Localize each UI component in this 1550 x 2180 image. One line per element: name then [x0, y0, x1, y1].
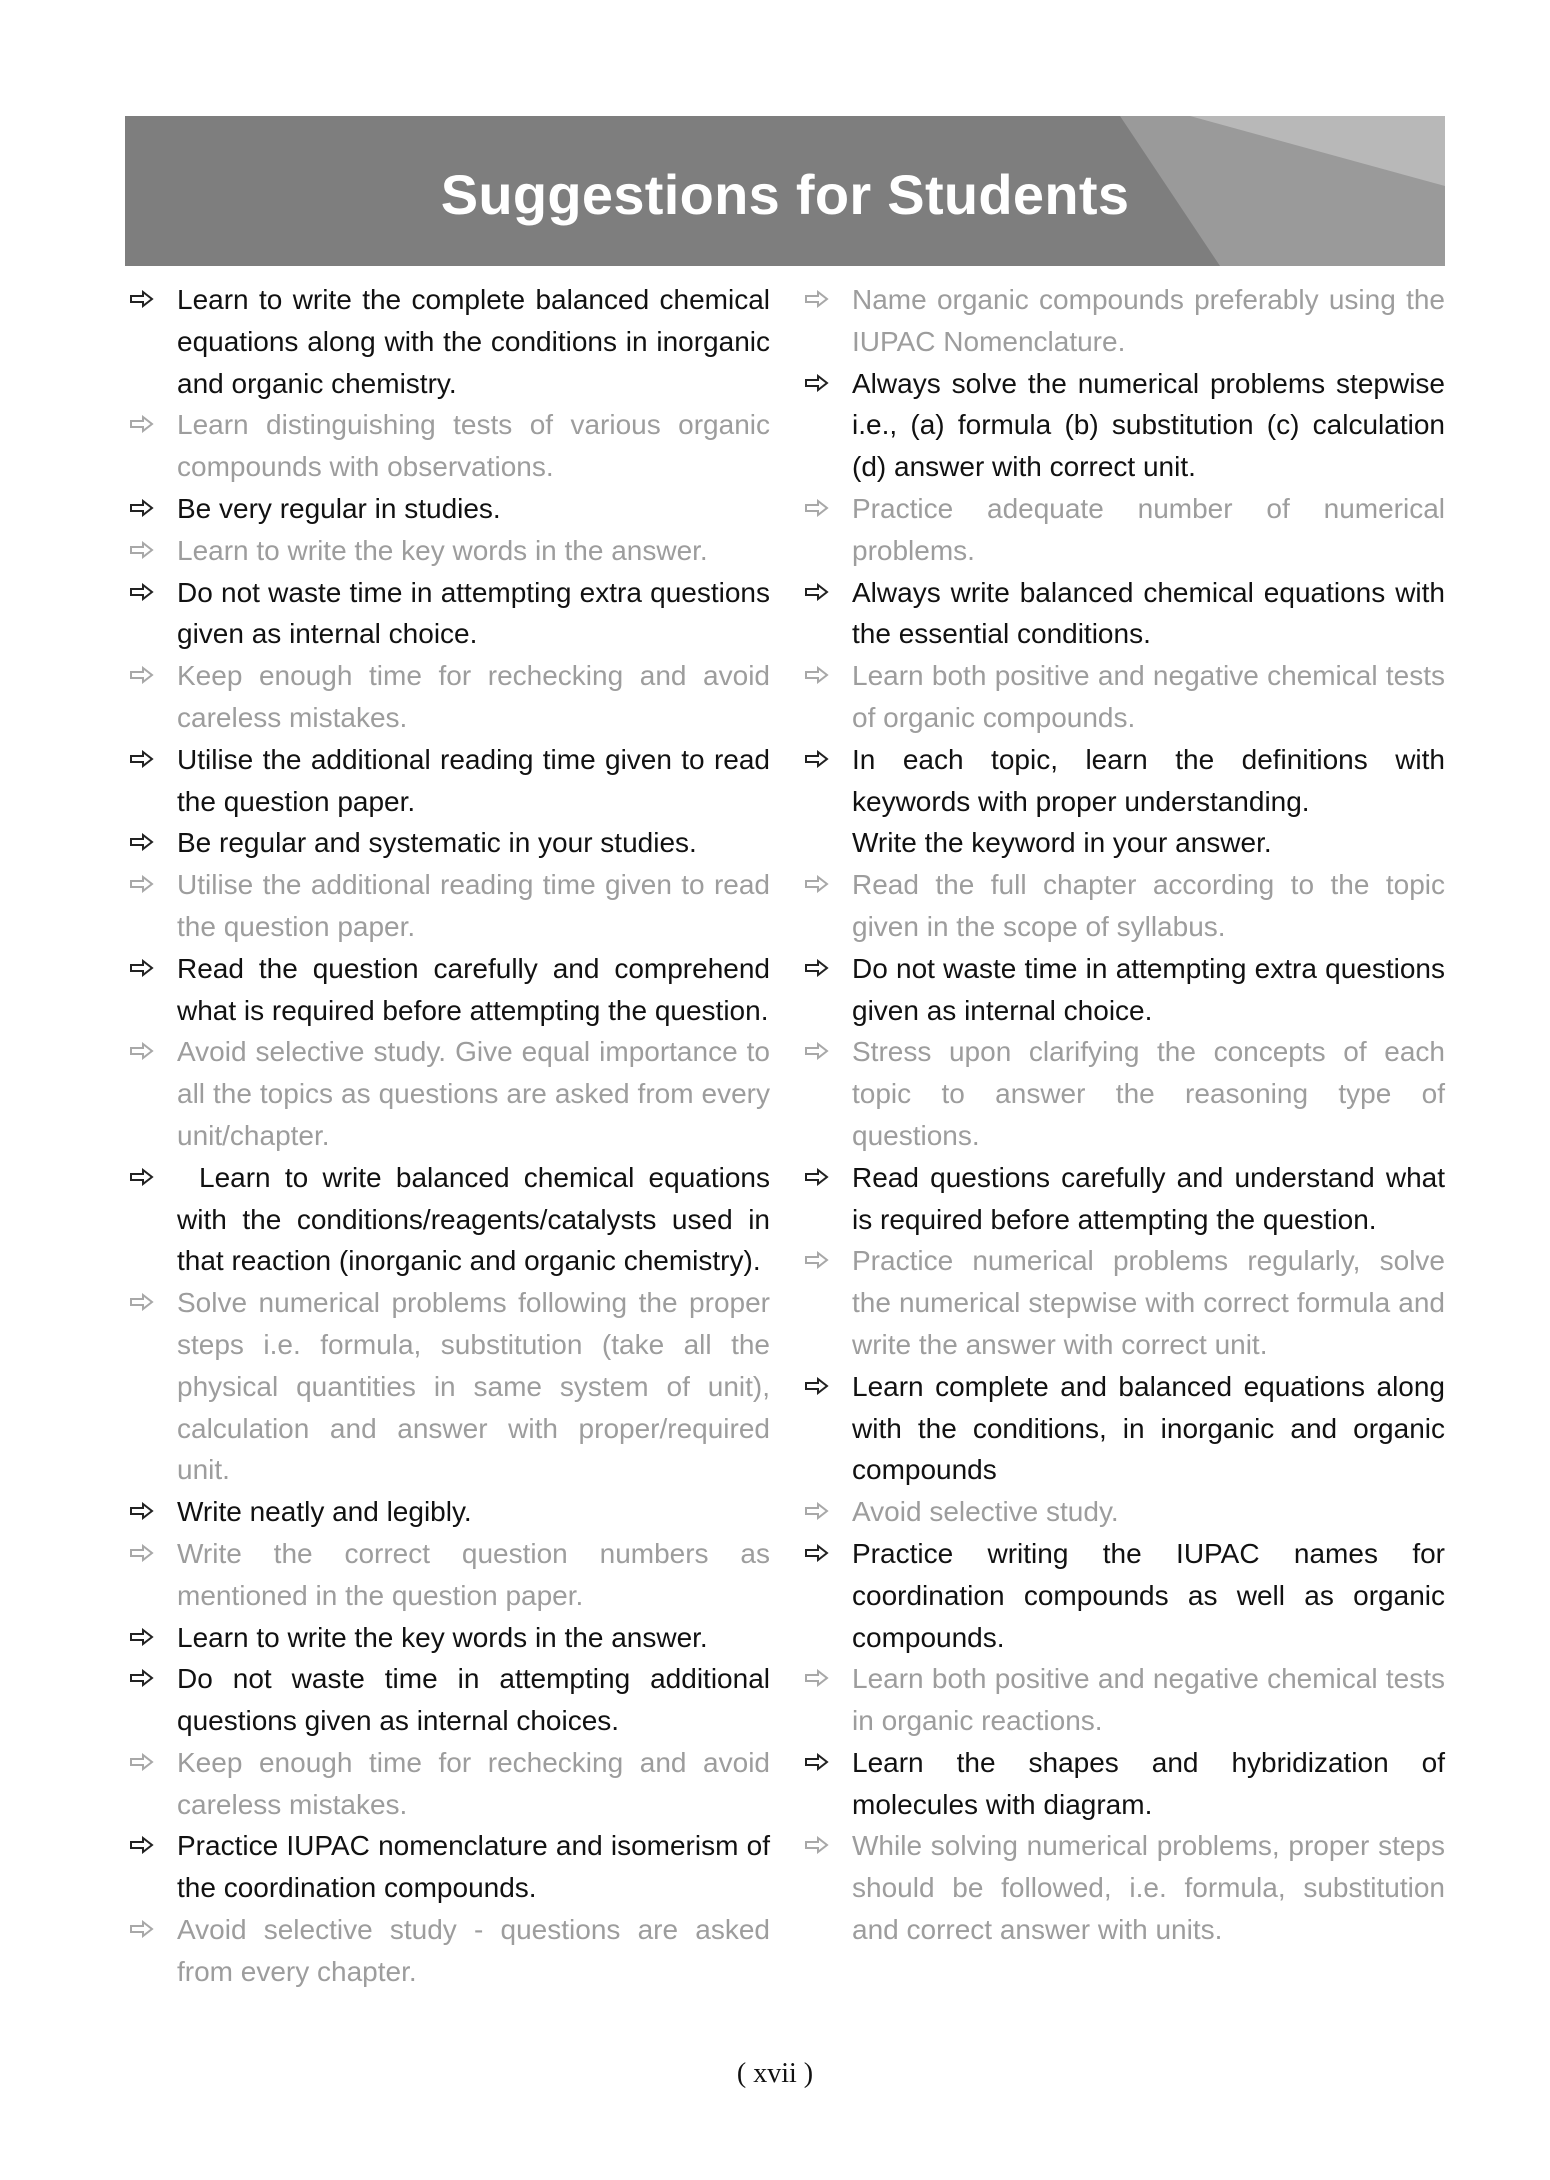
- list-item-text: Stress upon clarifying the concepts of each topic to answer the reasoning type of questions.: [852, 1036, 1445, 1151]
- list-item: [125, 404, 770, 488]
- list-item: [125, 530, 770, 572]
- list-item: [800, 279, 1445, 363]
- right-arrow-outline-icon: [129, 1293, 155, 1311]
- list-item: [125, 1031, 770, 1156]
- list-item-text: Keep enough time for rechecking and avoid careless mistakes.: [177, 660, 770, 733]
- list-item-text: Learn to write the complete balanced chemical equations along with the conditions in inorganic and organic chemistry.: [177, 284, 770, 399]
- list-item-text: Practice adequate number of numerical problems.: [852, 492, 1445, 566]
- list-item: [800, 1491, 1445, 1533]
- right-arrow-outline-icon: [129, 959, 155, 977]
- list-item-text: In each topic, learn the definitions with keywords with proper understanding.: [852, 743, 1445, 817]
- list-item: [125, 948, 770, 1032]
- right-arrow-outline-icon: [129, 415, 155, 433]
- list-item-text: Learn to write balanced chemical equations with the conditions/reagents/catalysts used in that reaction (inorganic and organic chemistry).: [177, 1161, 770, 1277]
- list-item-text: Learn to write the key words in the answer.: [177, 1621, 708, 1653]
- list-item-text: Name organic compounds preferably using the IUPAC Nomenclature.: [852, 284, 1445, 357]
- list-item-text: Be very regular in studies.: [177, 492, 501, 524]
- right-arrow-outline-icon: [804, 499, 830, 517]
- list-item-text: Keep enough time for rechecking and avoid careless mistakes.: [177, 1746, 770, 1820]
- list-item: [125, 1742, 770, 1826]
- list-item: [800, 1533, 1445, 1658]
- right-arrow-outline-icon: [804, 1753, 830, 1771]
- right-arrow-outline-icon: [804, 1377, 830, 1395]
- list-item: [800, 1658, 1445, 1742]
- list-item-text: Always write balanced chemical equations with the essential conditions.: [852, 576, 1445, 650]
- list-item: [800, 864, 1445, 948]
- list-item-text: Utilise the additional reading time given to read the question paper.: [177, 869, 770, 942]
- list-item: [800, 572, 1445, 656]
- list-item: [800, 1366, 1445, 1491]
- right-arrow-outline-icon: [129, 750, 155, 768]
- right-arrow-outline-icon: [129, 499, 155, 517]
- right-arrow-outline-icon: [129, 1544, 155, 1562]
- list-item-text: Write neatly and legibly.: [177, 1496, 472, 1528]
- list-item: [800, 363, 1445, 488]
- list-item: [800, 1240, 1445, 1365]
- right-arrow-outline-icon: [804, 1251, 830, 1269]
- right-arrow-outline-icon: [129, 666, 155, 684]
- list-item-text: Do not waste time in attempting extra questions given as internal choice.: [852, 952, 1445, 1026]
- right-arrow-outline-icon: [804, 1544, 830, 1562]
- page-number: ( xvii ): [736, 2058, 814, 2089]
- right-column-list: [800, 279, 1445, 1951]
- right-arrow-outline-icon: [804, 290, 830, 308]
- list-item: [125, 1491, 770, 1533]
- list-item-text: Practice numerical problems regularly, solve the numerical stepwise with correct formula and write the answer with correct unit.: [852, 1245, 1445, 1360]
- list-item-continuation: Write the keyword in your answer.: [852, 827, 1272, 859]
- right-arrow-outline-icon: [804, 875, 830, 893]
- right-arrow-outline-icon: [804, 959, 830, 977]
- list-item: [800, 948, 1445, 1032]
- list-item: [800, 739, 1445, 864]
- list-item: [125, 1533, 770, 1617]
- list-item: [125, 739, 770, 823]
- list-item-text: Learn to write the key words in the answer.: [177, 534, 708, 566]
- list-item: [125, 279, 770, 404]
- list-item: [125, 488, 770, 530]
- right-arrow-outline-icon: [129, 1628, 155, 1646]
- list-item-text: Learn distinguishing tests of various organic compounds with observations.: [177, 409, 770, 483]
- list-item: [125, 822, 770, 864]
- list-item: [125, 572, 770, 656]
- list-item: [800, 1742, 1445, 1826]
- right-arrow-outline-icon: [129, 1836, 155, 1854]
- right-arrow-outline-icon: [804, 1168, 830, 1186]
- list-item-text: Learn both positive and negative chemical tests of organic compounds.: [852, 660, 1445, 733]
- list-item-text: Practice IUPAC nomenclature and isomerism of the coordination compounds.: [177, 1830, 770, 1904]
- list-item-text: Avoid selective study - questions are asked from every chapter.: [177, 1914, 770, 1987]
- list-item-text: Always solve the numerical problems stepwise i.e., (a) formula (b) substitution (c) calculation (d) answer with correct unit.: [852, 367, 1445, 483]
- right-arrow-outline-icon: [804, 374, 830, 392]
- list-item-text: While solving numerical problems, proper steps should be followed, i.e. formula, substitution and correct answer with units.: [852, 1830, 1445, 1946]
- list-item-text: Avoid selective study.: [852, 1496, 1119, 1528]
- page-title: Suggestions for Students: [440, 163, 1130, 226]
- list-item-text: Practice writing the IUPAC names for coordination compounds as well as organic compounds.: [852, 1537, 1445, 1653]
- left-column-list: [125, 279, 770, 1993]
- title-banner: [125, 116, 1445, 266]
- list-item: [125, 1617, 770, 1659]
- list-item-text: Write the correct question numbers as mentioned in the question paper.: [177, 1537, 770, 1611]
- list-item: [125, 1825, 770, 1909]
- right-arrow-outline-icon: [129, 875, 155, 893]
- list-item: [125, 655, 770, 739]
- right-arrow-outline-icon: [804, 583, 830, 601]
- right-arrow-outline-icon: [804, 1669, 830, 1687]
- list-item-text: Do not waste time in attempting extra questions given as internal choice.: [177, 576, 770, 650]
- list-item: [800, 1157, 1445, 1241]
- list-item-text: Be regular and systematic in your studies.: [177, 827, 697, 859]
- right-arrow-outline-icon: [804, 1836, 830, 1854]
- list-item-text: Solve numerical problems following the proper steps i.e. formula, substitution (take all the physical quantities in same system of unit), calculation and answer with proper/required unit.: [177, 1287, 770, 1486]
- list-item-text: Avoid selective study. Give equal importance to all the topics as questions are asked from every unit/chapter.: [177, 1036, 770, 1151]
- list-item: [800, 488, 1445, 572]
- list-item: [800, 655, 1445, 739]
- list-item-text: Learn both positive and negative chemical tests in organic reactions.: [852, 1663, 1445, 1737]
- right-arrow-outline-icon: [129, 583, 155, 601]
- list-item: [125, 864, 770, 948]
- right-arrow-outline-icon: [804, 666, 830, 684]
- list-item-text: Read questions carefully and understand what is required before attempting the question.: [852, 1161, 1445, 1235]
- right-arrow-outline-icon: [129, 1669, 155, 1687]
- right-arrow-outline-icon: [804, 1502, 830, 1520]
- list-item-text: Learn the shapes and hybridization of molecules with diagram.: [852, 1746, 1445, 1820]
- list-item: [125, 1909, 770, 1993]
- list-item-text: Utilise the additional reading time given to read the question paper.: [177, 743, 770, 817]
- right-arrow-outline-icon: [129, 1920, 155, 1938]
- right-arrow-outline-icon: [129, 1502, 155, 1520]
- list-item-text: Learn complete and balanced equations along with the conditions, in inorganic and organic compounds: [852, 1370, 1445, 1486]
- right-arrow-outline-icon: [129, 833, 155, 851]
- list-item: [125, 1157, 770, 1282]
- list-item: [125, 1282, 770, 1491]
- right-arrow-outline-icon: [129, 541, 155, 559]
- list-item: [125, 1658, 770, 1742]
- list-item: [800, 1031, 1445, 1156]
- right-arrow-outline-icon: [804, 1042, 830, 1060]
- right-arrow-outline-icon: [129, 290, 155, 308]
- list-item-text: Do not waste time in attempting additional questions given as internal choices.: [177, 1663, 770, 1737]
- right-arrow-outline-icon: [804, 750, 830, 768]
- right-arrow-outline-icon: [129, 1168, 155, 1186]
- list-item-text: Read the full chapter according to the topic given in the scope of syllabus.: [852, 869, 1445, 942]
- list-item-text: Read the question carefully and comprehend what is required before attempting the question.: [177, 952, 770, 1026]
- right-arrow-outline-icon: [129, 1753, 155, 1771]
- right-arrow-outline-icon: [129, 1042, 155, 1060]
- list-item: [800, 1825, 1445, 1950]
